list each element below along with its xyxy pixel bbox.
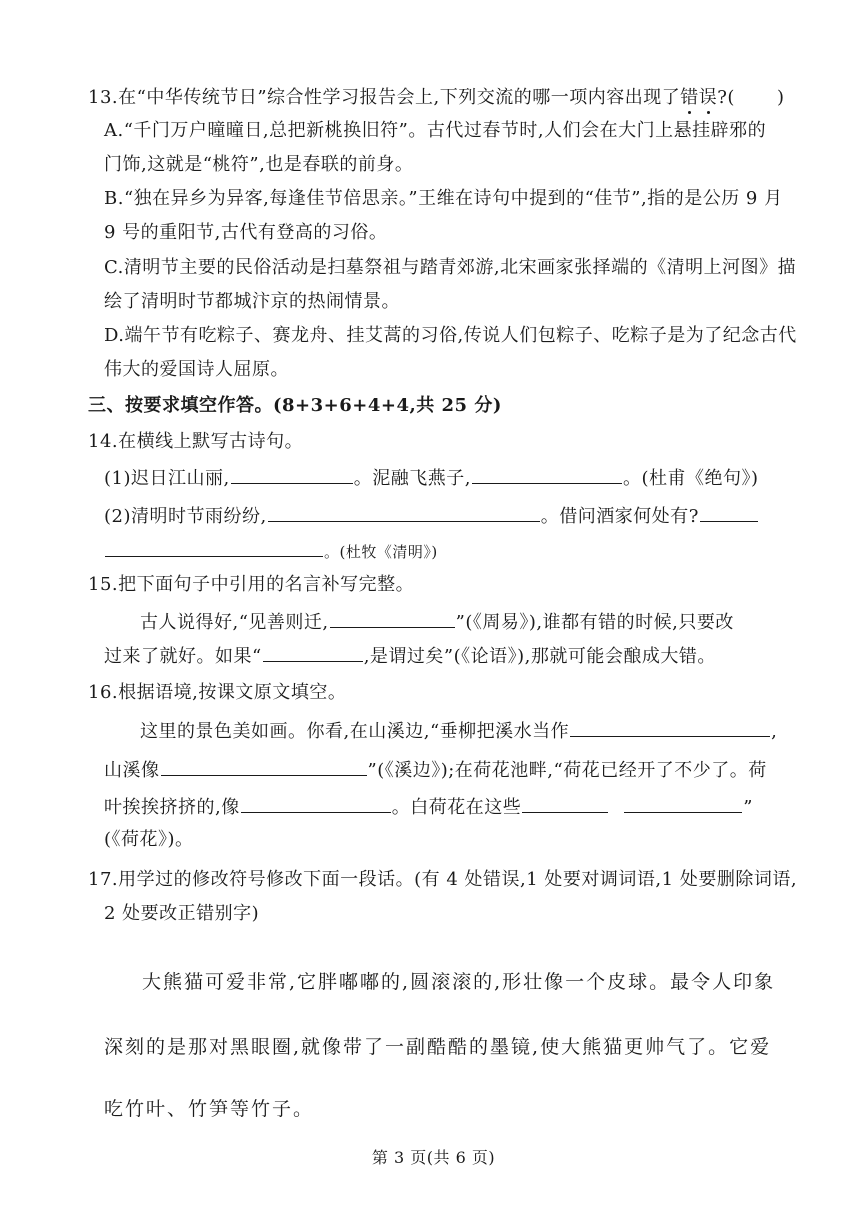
q16-blank-2[interactable] <box>161 757 367 776</box>
q13-option-c-line1: C.清明节主要的民俗活动是扫墓祭祖与踏青郊游,北宋画家张择端的《清明上河图》描 <box>104 257 797 278</box>
q13-option-c-line2: 绘了清明时节都城汴京的热闹情景。 <box>104 291 400 312</box>
q16-text: 。白荷花在这些 <box>391 797 522 818</box>
q15-text: 古人说得好,“见善则迁, <box>140 612 329 633</box>
q14-text: 。(杜甫《绝句》) <box>622 468 759 489</box>
q13-option-b-line1: B.“独在异乡为异客,每逢佳节倍思亲。”王维在诗句中提到的“佳节”,指的是公历 9 月 <box>104 188 783 209</box>
q16-line2 <box>104 757 767 783</box>
q13-emphasis-char: 错 <box>680 87 699 108</box>
section-heading: 三、按要求填空作答。(8+3+6+4+4,共 25 分) <box>88 395 502 416</box>
q15-text: 过来了就好。如果“ <box>104 646 262 667</box>
q15-line2 <box>104 643 716 669</box>
q16-blank-5[interactable] <box>624 794 742 813</box>
q14-blank-4-cont[interactable] <box>105 538 323 557</box>
q17-passage-line1: 大熊猫可爱非常,它胖嘟嘟的,圆滚滚的,形壮像一个皮球。最令人印象 <box>142 971 776 993</box>
q13-stem <box>88 86 784 110</box>
q13-option-b-line2: 9 号的重阳节,古代有登高的习俗。 <box>104 222 388 243</box>
q15-title: 15.把下面句子中引用的名言补写完整。 <box>88 574 415 595</box>
q16-blank-1[interactable] <box>570 718 770 737</box>
q14-line2 <box>104 503 759 529</box>
q13-option-a-line2: 门饰,这就是“桃符”,也是春联的前身。 <box>104 154 414 175</box>
q17-passage-line3: 吃竹叶、竹笋等竹子。 <box>104 1098 315 1120</box>
page-footer: 第 3 页(共 6 页) <box>371 1148 496 1167</box>
q16-text: , <box>771 721 778 742</box>
q13-paren-open: ?( <box>717 87 735 108</box>
q14-title: 14.在横线上默写古诗句。 <box>88 431 304 452</box>
q16-line3 <box>104 794 753 820</box>
q16-line4: (《荷花》)。 <box>104 829 194 850</box>
q14-text: 。借问酒家何处有? <box>540 506 699 527</box>
q13-option-d-line1: D.端午节有吃粽子、赛龙舟、挂艾蒿的习俗,传说人们包粽子、吃粽子是为了纪念古代 <box>104 325 797 346</box>
q13-emphasis-char: 误 <box>698 87 718 108</box>
q15-blank-1[interactable] <box>330 609 455 628</box>
q13-option-d-line2: 伟大的爱国诗人屈原。 <box>104 359 289 380</box>
q15-text: ,是谓过矣”(《论语》),那就可能会酿成大错。 <box>363 646 716 667</box>
q15-line1 <box>140 609 734 635</box>
q16-title: 16.根据语境,按课文原文填空。 <box>88 682 347 703</box>
q13-option-a-line1: A.“千门万户曈曈日,总把新桃换旧符”。古代过春节时,人们会在大门上悬挂辟邪的 <box>104 120 767 141</box>
q16-text: ”(《溪边》);在荷花池畔,“荷花已经开了不少了。荷 <box>367 760 767 781</box>
q14-text: 。(杜牧《清明》) <box>324 543 438 561</box>
q14-blank-2[interactable] <box>472 465 622 484</box>
q14-blank-1[interactable] <box>231 465 353 484</box>
q17-passage-line2: 深刻的是那对黑眼圈,就像带了一副酷酷的墨镜,使大熊猫更帅气了。它爱 <box>104 1036 772 1058</box>
q15-text: ”(《周易》),谁都有错的时候,只要改 <box>455 612 734 633</box>
q14-blank-4[interactable] <box>700 503 758 522</box>
q16-blank-3[interactable] <box>241 794 391 813</box>
q14-text: (1)迟日江山丽, <box>104 468 230 489</box>
q17-title-line1: 17.用学过的修改符号修改下面一段话。(有 4 处错误,1 处要对调词语,1 处要删除词语, <box>88 869 798 890</box>
q15-blank-2[interactable] <box>263 643 363 662</box>
q14-line3 <box>104 538 438 564</box>
q16-text: 这里的景色美如画。你看,在山溪边,“垂柳把溪水当作 <box>140 721 570 742</box>
q14-line1 <box>104 465 759 491</box>
q17-title-line2: 2 处要改正错别字) <box>104 903 260 924</box>
q16-text: 叶挨挨挤挤的,像 <box>104 797 240 818</box>
q16-text: ” <box>743 797 753 818</box>
q14-text: 。泥融飞燕子, <box>353 468 471 489</box>
q14-blank-3[interactable] <box>268 503 540 522</box>
q13-paren-close: ) <box>776 87 785 108</box>
q14-text: (2)清明时节雨纷纷, <box>104 506 267 527</box>
q13-stem-text: 13.在“中华传统节日”综合性学习报告会上,下列交流的哪一项内容出现了 <box>88 87 681 108</box>
q16-text: 山溪像 <box>104 760 160 781</box>
q16-line1 <box>140 718 777 744</box>
q16-blank-4[interactable] <box>522 794 608 813</box>
